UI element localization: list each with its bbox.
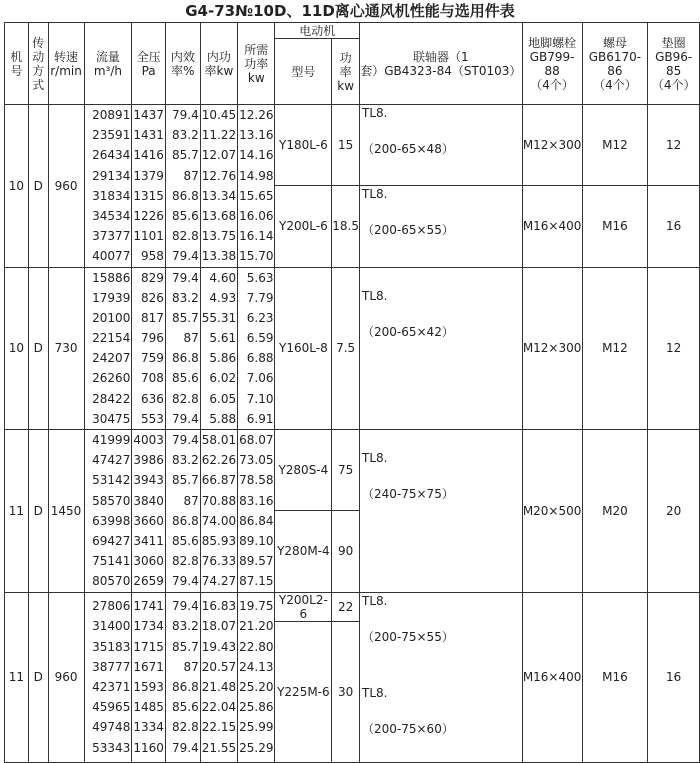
motor-model-cell: Y280S-4 [275, 430, 332, 511]
pressure-value: 817 [140, 310, 164, 325]
efficiency-col [165, 430, 200, 593]
rp-value: 7.06 [246, 371, 274, 386]
pressure-value: 3060 [133, 554, 164, 569]
bolt-cell: M12×300 [522, 105, 582, 186]
pressure-value: 553 [140, 411, 164, 426]
coupling-cell: TL8. （200-65×48） [360, 105, 523, 186]
rp-value: 14.16 [239, 148, 274, 163]
ip-value: 85.93 [201, 533, 237, 548]
rp-value: 6.91 [246, 411, 274, 426]
motor-model-cell: Y200L-6 [275, 185, 332, 267]
performance-table [4, 22, 700, 763]
eff-value: 85.7 [172, 148, 199, 163]
eff-value: 79.4 [172, 740, 199, 755]
rp-value: 15.70 [239, 249, 274, 264]
required-power-col [238, 592, 275, 762]
eff-value: 87 [183, 659, 199, 674]
flow-value: 47427 [92, 453, 131, 468]
washer-cell: 20 [648, 430, 700, 593]
coupling-cell: TL8. （200-65×42） [360, 267, 523, 430]
rp-value: 89.10 [239, 533, 274, 548]
ip-value: 62.26 [201, 453, 237, 468]
coupling-cell: TL8. （240-75×75） [360, 430, 523, 593]
rp-value: 5.63 [246, 270, 274, 285]
eff-value: 82.8 [172, 229, 199, 244]
flow-value: 58570 [92, 493, 131, 508]
nut-cell: M16 [582, 185, 648, 267]
flow-value: 26434 [92, 148, 131, 163]
motor-power-cell: 7.5 [332, 267, 360, 430]
rp-value: 78.58 [239, 473, 274, 488]
drive-cell: D [28, 267, 48, 430]
flow-value: 31834 [92, 188, 131, 203]
internal-power-col [200, 267, 237, 430]
rp-value: 7.10 [246, 391, 274, 406]
pressure-value: 958 [140, 249, 164, 264]
pressure-col [132, 592, 166, 762]
eff-value: 85.7 [172, 473, 199, 488]
flow-value: 75141 [92, 554, 131, 569]
rp-value: 89.57 [239, 554, 274, 569]
header-coupling: 联轴器（1 套）GB4323-84（ST0103） [360, 23, 523, 105]
pressure-value: 1437 [133, 108, 164, 122]
eff-value: 83.2 [172, 290, 199, 305]
internal-power-col [200, 430, 237, 593]
table-row [5, 105, 700, 186]
table-row [5, 430, 700, 511]
pressure-value: 3660 [133, 513, 164, 528]
ip-value: 74.27 [201, 574, 237, 589]
coupling-cell: TL8. （200-75×55） TL8. （200-75×60） [360, 592, 523, 762]
flow-col [84, 267, 132, 430]
ip-value: 55.31 [201, 310, 237, 325]
ip-value: 21.55 [201, 740, 237, 755]
pressure-col [132, 105, 166, 268]
ip-value: 11.22 [201, 128, 237, 143]
ip-value: 6.05 [209, 391, 237, 406]
drive-cell: D [28, 105, 48, 268]
speed-cell: 960 [48, 592, 84, 762]
rp-value: 13.16 [239, 128, 274, 143]
ip-value: 13.75 [201, 229, 237, 244]
eff-value: 82.8 [172, 391, 199, 406]
flow-value: 28422 [92, 391, 131, 406]
flow-value: 22154 [92, 331, 131, 346]
motor-model-cell: Y280M-4 [275, 510, 332, 592]
pressure-value: 1226 [133, 208, 164, 223]
eff-value: 83.2 [172, 128, 199, 143]
nut-cell: M12 [582, 105, 648, 186]
header-required-power: 所需 功率 kw [238, 23, 275, 105]
rp-value: 16.14 [239, 229, 274, 244]
eff-value: 86.8 [172, 188, 199, 203]
header-speed: 转速 r/min [48, 23, 84, 105]
eff-value: 79.4 [172, 574, 199, 589]
ip-value: 16.83 [201, 599, 237, 614]
ip-value: 76.33 [201, 554, 237, 569]
pressure-value: 1741 [133, 599, 164, 614]
efficiency-col [165, 105, 200, 268]
rp-value: 25.99 [239, 720, 274, 735]
header-washer: 垫圈 GB96-85 （4个） [648, 23, 700, 105]
header-motor: 电动机 [275, 23, 360, 39]
eff-value: 85.6 [172, 371, 199, 386]
rp-value: 25.29 [239, 740, 274, 755]
pressure-value: 1593 [133, 680, 164, 694]
ip-value: 22.15 [201, 720, 237, 735]
required-power-col [238, 267, 275, 430]
eff-value: 85.6 [172, 700, 199, 715]
flow-col [84, 430, 132, 593]
eff-value: 85.6 [172, 208, 199, 223]
flow-value: 41999 [92, 433, 131, 447]
eff-value: 86.8 [172, 513, 199, 528]
flow-value: 26260 [92, 371, 131, 386]
eff-value: 79.4 [172, 599, 199, 614]
pressure-value: 829 [140, 270, 164, 285]
header-motor-model: 型号 [275, 39, 332, 105]
flow-value: 17939 [92, 290, 131, 305]
nut-cell: M16 [582, 592, 648, 762]
eff-value: 79.4 [172, 249, 199, 264]
rp-value: 86.84 [239, 513, 274, 528]
motor-model-cell: Y160L-8 [275, 267, 332, 430]
flow-value: 20100 [92, 310, 131, 325]
header-flow: 流量 m³/h [84, 23, 132, 105]
ip-value: 6.02 [209, 371, 237, 386]
flow-value: 53343 [92, 740, 131, 755]
pressure-value: 3943 [133, 473, 164, 488]
ip-value: 13.34 [201, 188, 237, 203]
washer-cell: 12 [648, 105, 700, 186]
motor-power-cell: 15 [332, 105, 360, 186]
nut-cell: M20 [582, 430, 648, 593]
flow-value: 42371 [92, 680, 131, 694]
pressure-value: 759 [140, 351, 164, 366]
coupling-cell: TL8. （200-65×55） [360, 185, 523, 267]
rp-value: 6.59 [246, 331, 274, 346]
ip-value: 12.76 [201, 168, 237, 183]
rp-value: 73.05 [239, 453, 274, 468]
flow-col [84, 105, 132, 268]
ip-value: 13.68 [201, 208, 237, 223]
flow-value: 69427 [92, 533, 131, 548]
flow-value: 63998 [92, 513, 131, 528]
eff-value: 79.4 [172, 270, 199, 285]
flow-col [84, 592, 132, 762]
header-bolt: 地脚螺栓 GB799-88 （4个） [522, 23, 582, 105]
motor-model-cell: Y200L2-6 [275, 592, 332, 621]
machine-no-cell: 10 [5, 267, 29, 430]
pressure-value: 1101 [133, 229, 164, 244]
drive-cell: D [28, 430, 48, 593]
rp-value: 6.88 [246, 351, 274, 366]
flow-value: 80570 [92, 574, 131, 589]
pressure-col [132, 430, 166, 593]
flow-value: 35183 [92, 639, 131, 654]
flow-value: 24207 [92, 351, 131, 366]
rp-value: 83.16 [239, 493, 274, 508]
rp-value: 68.07 [239, 433, 274, 447]
pressure-value: 1334 [133, 720, 164, 735]
pressure-value: 3411 [133, 533, 164, 548]
flow-value: 53142 [92, 473, 131, 488]
eff-value: 83.2 [172, 619, 199, 634]
rp-value: 7.79 [246, 290, 274, 305]
motor-power-cell: 90 [332, 510, 360, 592]
eff-value: 85.7 [172, 310, 199, 325]
ip-value: 4.60 [209, 270, 237, 285]
ip-value: 5.86 [209, 351, 237, 366]
header-nut: 螺母 GB6170-86 （4个） [582, 23, 648, 105]
header-drive: 传 动 方 式 [28, 23, 48, 105]
header-motor-power: 功 率 kw [332, 39, 360, 105]
ip-value: 13.38 [201, 249, 237, 264]
pressure-value: 636 [140, 391, 164, 406]
rp-value: 14.98 [239, 168, 274, 183]
flow-value: 34534 [92, 208, 131, 223]
bolt-cell: M20×500 [522, 430, 582, 593]
eff-value: 79.4 [172, 433, 199, 447]
rp-value: 87.15 [239, 574, 274, 589]
required-power-col [238, 105, 275, 268]
pressure-value: 708 [140, 371, 164, 386]
header-internal-power: 内功 率kw [200, 23, 237, 105]
flow-value: 27806 [92, 599, 131, 614]
pressure-value: 1315 [133, 188, 164, 203]
washer-cell: 12 [648, 267, 700, 430]
speed-cell: 1450 [48, 430, 84, 593]
rp-value: 16.06 [239, 208, 274, 223]
rp-value: 21.20 [239, 619, 274, 634]
eff-value: 82.8 [172, 720, 199, 735]
pressure-value: 1160 [133, 740, 164, 755]
motor-power-cell: 30 [332, 621, 360, 762]
ip-value: 20.57 [201, 659, 237, 674]
table-row [5, 592, 700, 621]
machine-no-cell: 10 [5, 105, 29, 268]
pressure-value: 3840 [133, 493, 164, 508]
rp-value: 25.86 [239, 700, 274, 715]
pressure-value: 1671 [133, 659, 164, 674]
rp-value: 22.80 [239, 639, 274, 654]
pressure-value: 1431 [133, 128, 164, 143]
motor-power-cell: 18.5 [332, 185, 360, 267]
motor-power-cell: 22 [332, 592, 360, 621]
pressure-value: 3986 [133, 453, 164, 468]
ip-value: 12.07 [201, 148, 237, 163]
rp-value: 24.13 [239, 659, 274, 674]
ip-value: 18.07 [201, 619, 237, 634]
rp-value: 19.75 [239, 599, 274, 614]
speed-cell: 730 [48, 267, 84, 430]
internal-power-col [200, 592, 237, 762]
ip-value: 19.43 [201, 639, 237, 654]
efficiency-col [165, 267, 200, 430]
ip-value: 66.87 [201, 473, 237, 488]
eff-value: 86.8 [172, 680, 199, 694]
table-row [5, 267, 700, 430]
flow-value: 23591 [92, 128, 131, 143]
flow-value: 49748 [92, 720, 131, 735]
machine-no-cell: 11 [5, 430, 29, 593]
flow-value: 30475 [92, 411, 131, 426]
nut-cell: M12 [582, 267, 648, 430]
washer-cell: 16 [648, 185, 700, 267]
ip-value: 22.04 [201, 700, 237, 715]
rp-value: 6.23 [246, 310, 274, 325]
eff-value: 85.7 [172, 639, 199, 654]
eff-value: 83.2 [172, 453, 199, 468]
flow-value: 38777 [92, 659, 131, 674]
flow-value: 29134 [92, 168, 131, 183]
ip-value: 10.45 [201, 108, 237, 122]
header-machine-no: 机 号 [5, 23, 29, 105]
ip-value: 74.00 [201, 513, 237, 528]
machine-no-cell: 11 [5, 592, 29, 762]
internal-power-col [200, 105, 237, 268]
rp-value: 25.20 [239, 680, 274, 694]
flow-value: 31400 [92, 619, 131, 634]
pressure-value: 1379 [133, 168, 164, 183]
motor-model-cell: Y225M-6 [275, 621, 332, 762]
rp-value: 12.26 [239, 108, 274, 122]
eff-value: 87 [183, 493, 199, 508]
ip-value: 5.88 [209, 411, 237, 426]
pressure-value: 826 [140, 290, 164, 305]
motor-model-cell: Y180L-6 [275, 105, 332, 186]
speed-cell: 960 [48, 105, 84, 268]
ip-value: 4.93 [209, 290, 237, 305]
bolt-cell: M16×400 [522, 185, 582, 267]
pressure-value: 4003 [133, 433, 164, 447]
eff-value: 86.8 [172, 351, 199, 366]
flow-value: 37377 [92, 229, 131, 244]
efficiency-col [165, 592, 200, 762]
rp-value: 15.65 [239, 188, 274, 203]
eff-value: 82.8 [172, 554, 199, 569]
ip-value: 58.01 [201, 433, 237, 447]
pressure-value: 1715 [133, 639, 164, 654]
eff-value: 87 [183, 331, 199, 346]
washer-cell: 16 [648, 592, 700, 762]
ip-value: 21.48 [201, 680, 237, 694]
flow-value: 15886 [92, 270, 131, 285]
motor-power-cell: 75 [332, 430, 360, 511]
flow-value: 45965 [92, 700, 131, 715]
eff-value: 87 [183, 168, 199, 183]
pressure-value: 1734 [133, 619, 164, 634]
header-pressure: 全压 Pa [132, 23, 166, 105]
eff-value: 79.4 [172, 411, 199, 426]
pressure-value: 2659 [133, 574, 164, 589]
ip-value: 5.61 [209, 331, 237, 346]
table-title: G4-73№10D、11D离心通风机性能与选用件表 [185, 2, 515, 20]
required-power-col [238, 430, 275, 593]
bolt-cell: M16×400 [522, 592, 582, 762]
ip-value: 70.88 [201, 493, 237, 508]
pressure-col [132, 267, 166, 430]
flow-value: 40077 [92, 249, 131, 264]
pressure-value: 1485 [133, 700, 164, 715]
eff-value: 79.4 [172, 108, 199, 122]
drive-cell: D [28, 592, 48, 762]
bolt-cell: M12×300 [522, 267, 582, 430]
flow-value: 20891 [92, 108, 131, 122]
pressure-value: 1416 [133, 148, 164, 163]
header-efficiency: 内效 率% [165, 23, 200, 105]
eff-value: 85.6 [172, 533, 199, 548]
pressure-value: 796 [140, 331, 164, 346]
